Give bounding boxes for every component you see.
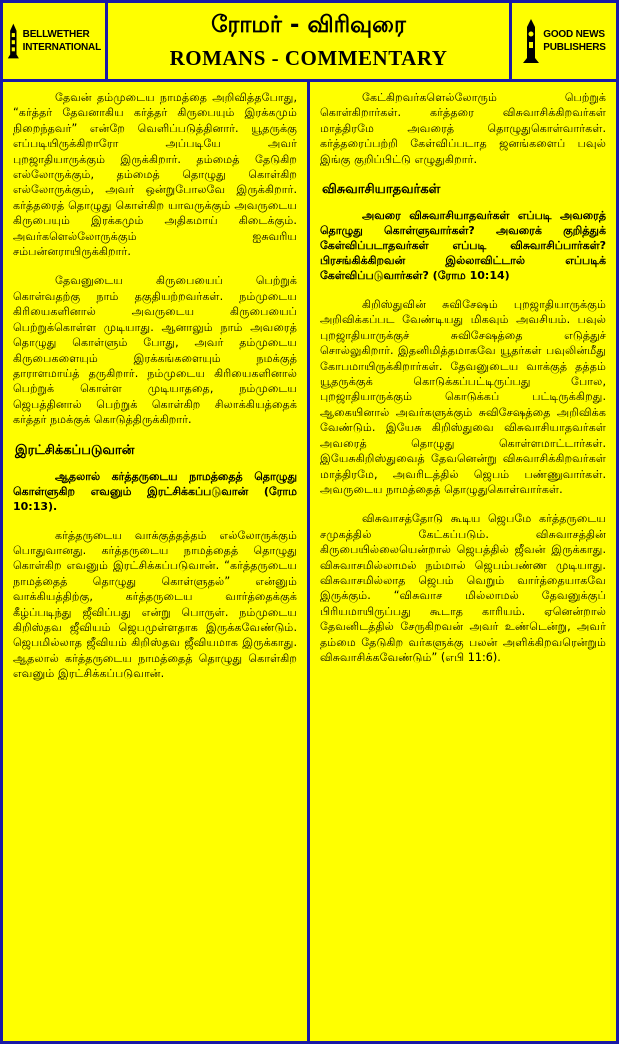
left-verse-quote: ஆதலால் கர்த்தருடைய நாமத்தைத் தொழுது கொள்ளுகிற எவனும் இரட்சிக்கப்படுவான் (ரோம 10:13).	[13, 469, 297, 513]
tower-icon	[7, 18, 20, 64]
header	[3, 3, 616, 79]
left-paragraph-3: கர்த்தருடைய வாக்குத்தத்தம் எல்லோருக்கும் பொதுவானது. கர்த்தருடைய நாமத்தைத் தொழுது கொள்கிற எவனும் இரட்சிக்கப்படுவான். “கர்த்தருடைய நாமத்தைத் தொழுது கொள்ளுதல்” என்னும் வாக்கியத்திற்கு, கர்த்தருடைய வார்த்தைக்குக் கீழ்ப்படிந்து ஜீவிப்பது என்று பொருள். நம்முடைய கிறிஸ்தவ ஜீவியம் ஜெபமுள்ளதாக இருக்கவேண்டும். ஜெபமில்லாத ஜீவியம் கிறிஸ்தவ ஜீவியமாக இருக்காது. ஆதலால் கர்த்தருடைய நாமத்தைத் தொழுது கொள்கிற எவனும் இரட்சிக்கப்படுவான்.	[13, 528, 297, 681]
title-tamil: ரோமர் - விரிவுரை	[211, 12, 406, 38]
left-column	[3, 82, 307, 1041]
left-paragraph-2: தேவனுடைய கிருபையைப் பெற்றுக் கொள்வதற்கு நாம் தகுதியற்றவர்கள். நம்முடைய கிரியைகளினால் அவருடைய கிருபையைப் பெற்றுக்கொள்ள முடியாது. ஆனாலும் நாம் அவரைத் தொழுது கொள்ளும் போது, அவர் தம்முடைய கிருபைகளையும் இரக்கங்களையும் நமக்குத் தாராளமாய்த் தருகிறார். நம்முடைய கிரியைகளினால் பெற்றுக் கொள்ள முடியாததை, நம்முடைய ஜெபத்தினால் பெற்றுக் கொள்கிற சிலாக்கியத்தைக் கர்த்தர் நமக்குக் கொடுத்திருக்கிறார்.	[13, 274, 297, 427]
right-column	[310, 82, 616, 1041]
right-paragraph-1: கேட்கிறவர்களெல்லோரும் பெற்றுக் கொள்கிறார்கள். கர்த்தரை விசுவாசிக்கிறவர்கள் மாத்திரமே அவரைத் தொழுதுகொள்வார்கள். கர்த்தரைப்பற்றி கேள்விப்படாத ஜனங்களைப் பவுல் இங்கு குறிப்பிட்டு எழுதுகிறார்.	[320, 91, 606, 166]
title-english: ROMANS - COMMENTARY	[169, 46, 448, 70]
right-paragraph-2: கிறிஸ்துவின் சுவிசேஷம் புறஜாதியாருக்கும் அறிவிக்கப்பட வேண்டியது மிகவும் அவசியம். பவுல் புறஜாதியாருக்குச் சுவிசேஷத்தை எடுத்துச் சொல்லுகிறார். இதனிமித்தமாகவே யூதர்கள் பவுலின்மீது கோபமாயிருக்கிறார்கள். தேவனுடைய வாக்குத் தத்தம் யூதருக்குக் கொடுக்கப்பட்டிருப்பது போல, புறஜாதியாருக்கும் கொடுக்கப் பட்டிருக்கிறது. ஆகையினால் அவர்களுக்கும் சுவிசேஷத்தை அறிவிக்க வேண்டும். இயேசு கிறிஸ்துவை விசுவாசியாதவர்கள் அவரைத் தொழுது கொள்ளமாட்டார்கள். இயேசுகிறிஸ்துவைத் தேவனென்று விசுவாசிக்கிறவர்கள் மாத்திரமே, அவரிடத்தில் ஜெபம் பண்ணுவார்கள். அவருடைய நாமத்தைத் தொழுதுகொள்வார்கள்.	[320, 298, 606, 496]
title-box	[108, 3, 509, 79]
logo-right-line-1: GOOD NEWS	[543, 29, 605, 40]
right-section-heading: விசுவாசியாதவர்கள்	[322, 182, 441, 198]
bellwether-logo	[3, 3, 105, 79]
logo-left-line-1: BELLWETHER	[22, 29, 90, 40]
right-verse-quote: அவரை விசுவாசியாதவர்கள் எப்படி அவரைத் தொழுது கொள்ளுவார்கள்? அவரைக் குறித்துக் கேள்விப்படாதவர்கள் எப்படி விசுவாசிப்பார்கள்? பிரசங்கிக்கிறவன் இல்லாவிட்டால் எப்படிக் கேள்விப்படுவார்கள்? (ரோம 10:14)	[320, 209, 606, 283]
good-news-logo	[512, 3, 616, 79]
right-paragraph-3: விசுவாசத்தோடு கூடிய ஜெபமே கர்த்தருடைய சமுகத்தில் கேட்கப்படும். விசுவாசத்தின் கிருபையில்லையென்றால் ஜெபத்தில் ஜீவன் இருக்காது. விசுவாசமில்லாமல் நம்மால் ஜெபம்பண்ண முடியாது. விசுவாசமில்லாத ஜெபம் வெறும் வார்த்தையாகவே இருக்கும். “விசுவாச மில்லாமல் தேவனுக்குப் பிரியமாயிருப்பது கூடாத காரியம். ஏனென்றால் தேவனிடத்தில் சேருகிறவன் அவர் உண்டென்று, அவர் தம்மை தேடுகிற வர்களுக்கு பலன் அளிக்கிறவரென்றும் விசுவாசிக்கவேண்டும்” (எபி 11:6).	[320, 512, 606, 664]
bell-tower-icon	[522, 18, 540, 64]
left-section-heading: இரட்சிக்கப்படுவான்	[15, 442, 135, 458]
logo-right-line-2: PUBLISHERS	[543, 42, 606, 53]
left-paragraph-1: தேவன் தம்முடைய நாமத்தை அறிவித்தபோது, “கர்த்தர் தேவனாகிய கர்த்தர் கிருபையும் இரக்கமும் நிறைந்தவர்” என்றே வெளிப்படுத்தினார். யூதருக்கு எப்படியிருக்கிறாரோ அப்படியே அவர் புறஜாதியாருக்கும் இருக்கிறார். தம்மைத் தேடுகிற எல்லோருக்கும், தம்மைத் தொழுது கொள்கிற எல்லோருக்கும், அவர் ஒன்றுபோலவே இருக்கிறார். கர்த்தரைத் தொழுது கொள்கிற யாவருக்கும் அவருடைய கிருபையும் இரக்கமும் அதிகமாய் கிடைக்கும். அவர்களெல்லோருக்கும் ஐசுவரிய சம்பன்னராயிருக்கிறார்.	[13, 91, 297, 259]
logo-left-line-2: INTERNATIONAL	[22, 42, 101, 53]
